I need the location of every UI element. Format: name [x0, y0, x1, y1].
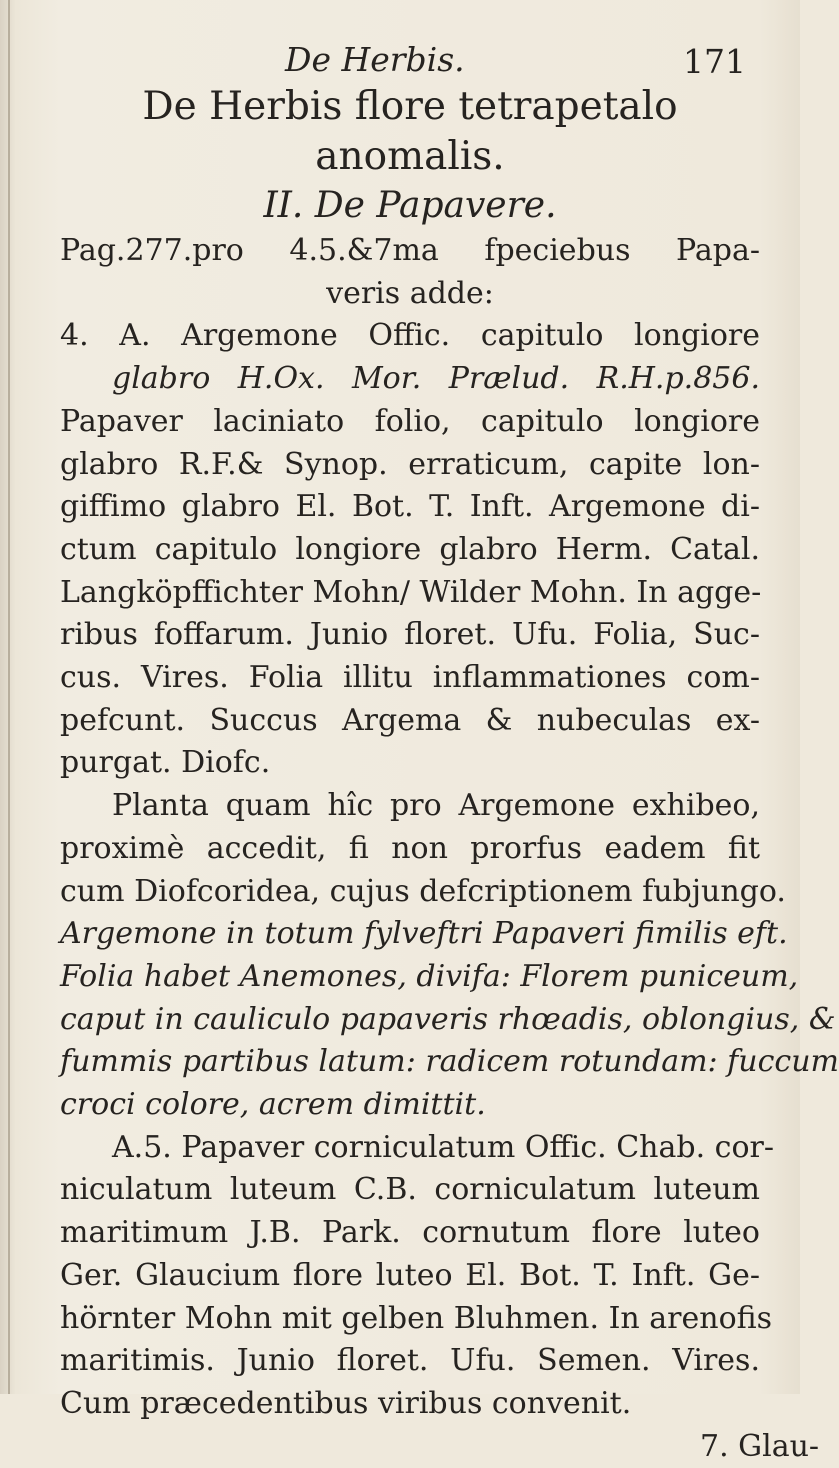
text-line: glabro R.F.& Synop. erraticum, capite lon- — [60, 446, 760, 482]
text-line: croci colore, acrem dimittit. — [60, 1087, 486, 1123]
text-line: Papaver laciniato folio, capitulo longiore — [60, 403, 760, 439]
text-line: 4. A. Argemone Offic. capitulo longiore — [60, 318, 760, 354]
text-line: caput in cauliculo papaveris rhœadis, oblongius, & — [60, 1001, 836, 1037]
text-line: giffimo glabro El. Bot. T. Inft. Argemone di- — [60, 489, 760, 525]
text-line: glabro H.Ox. Mor. Prælud. R.H.p.856. — [112, 361, 760, 397]
running-head-title: De Herbis. — [285, 40, 465, 79]
running-head — [0, 38, 800, 82]
text-line: Langköpffichter Mohn/ Wilder Mohn. In agge- — [60, 574, 762, 610]
text-line: Argemone in totum fylveftri Papaveri fimilis eft. — [60, 916, 788, 952]
text-line: Cum præcedentibus viribus convenit. — [60, 1385, 632, 1421]
section-heading: II. De Papavere. — [263, 185, 557, 226]
text-line: veris adde: — [326, 275, 494, 311]
text-line: cum Diofcoridea, cujus defcriptionem fubjungo. — [60, 873, 786, 909]
text-line: maritimis. Junio floret. Ufu. Semen. Vires. — [60, 1343, 760, 1379]
text-line: maritimum J.B. Park. cornutum flore luteo — [60, 1215, 760, 1251]
page-edge-shadow — [8, 0, 10, 1394]
text-line: Pag.277.pro 4.5.&7ma fpeciebus Papa- — [60, 233, 760, 268]
page-text — [60, 82, 839, 1468]
text-line: proximè accedit, fi non prorfus eadem fit — [60, 830, 760, 866]
chapter-title-line-2: anomalis. — [315, 134, 505, 179]
text-line: cus. Vires. Folia illitu inflammationes com- — [60, 660, 760, 696]
catchword: 7. Glau- — [700, 1428, 820, 1464]
text-line: A.5. Papaver corniculatum Offic. Chab. cor- — [112, 1129, 774, 1165]
text-line: Ger. Glaucium flore luteo El. Bot. T. Inft. Ge- — [60, 1257, 760, 1293]
text-line: niculatum luteum C.B. corniculatum luteum — [60, 1172, 760, 1208]
text-line: purgat. Diofc. — [60, 745, 271, 781]
text-line: pefcunt. Succus Argema & nubeculas ex- — [60, 702, 760, 738]
text-line: Planta quam hîc pro Argemone exhibeo, — [112, 788, 760, 824]
text-line: ctum capitulo longiore glabro Herm. Catal. — [60, 531, 760, 567]
chapter-title-line-1: De Herbis flore tetrapetalo — [142, 84, 678, 129]
text-line: ribus foffarum. Junio floret. Ufu. Folia, Suc- — [60, 617, 760, 653]
text-line: fummis partibus latum: radicem rotundam: fuccum — [60, 1044, 839, 1080]
text-line: hörnter Mohn mit gelben Bluhmen. In arenofis — [60, 1300, 773, 1336]
text-line: Folia habet Anemones, divifa: Florem puniceum, — [60, 958, 799, 994]
page-number: 171 — [683, 42, 746, 81]
